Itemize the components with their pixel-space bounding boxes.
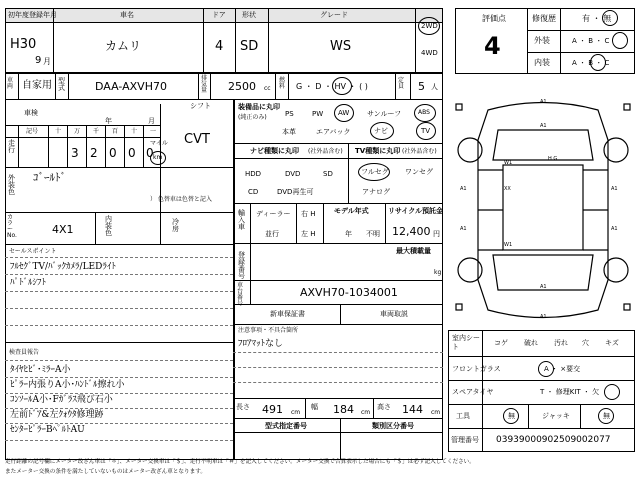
tv-type-sub: (社外品含む)	[402, 148, 437, 155]
score-label: 評価点	[482, 14, 506, 23]
svg-text:A1: A1	[460, 186, 467, 192]
model-code: DAA-AXVH70	[95, 80, 167, 93]
odo-digit-4: 0	[128, 146, 136, 160]
digit-label-sen: 千	[93, 128, 100, 135]
navi-dvd-play: DVD再生可	[277, 188, 314, 196]
chassis-value: AXVH70-1034001	[300, 286, 398, 299]
height-value: 144	[402, 403, 423, 416]
drive-2wd: 2WD	[421, 22, 438, 30]
tv-fullseg: フルセグ	[361, 168, 389, 176]
displacement-unit: cc	[264, 85, 271, 92]
color-no-label: カラーNo.	[7, 214, 17, 239]
equip-ps: PS	[285, 110, 294, 118]
mgmt-label: 管理番号	[451, 436, 479, 444]
recycle-unit: 円	[433, 230, 440, 238]
repair-label: 修復歴	[532, 14, 556, 23]
first-reg-label: 初年度登録年月	[8, 11, 57, 19]
width-unit: cm	[361, 409, 371, 416]
notes-label: 注意事項・不具合箇所	[238, 327, 299, 334]
width-value: 184	[333, 403, 354, 416]
shape-value: SD	[240, 39, 259, 54]
front-glass-options: A ・ ×要交	[544, 365, 581, 373]
interior-color-label: 内装色	[105, 215, 112, 237]
length-label: 長さ	[236, 403, 250, 411]
model-year-unknown: 不明	[366, 230, 380, 238]
era-year: H30	[10, 37, 37, 52]
type-cert-label: 型式指定番号	[265, 422, 307, 430]
seat-label: 室内シート	[452, 334, 480, 351]
jack-value: 無	[603, 412, 610, 420]
svg-text:A1: A1	[460, 226, 467, 232]
tools-value: 無	[508, 412, 515, 420]
model-year-label: モデル年式	[334, 207, 369, 215]
recycle-label: リサイクル預託金	[388, 207, 444, 215]
odo-digit-1: 3	[71, 146, 79, 160]
inspector-note-1: ﾀｲﾔﾋﾋﾞ･ﾐﾗｰA小	[10, 365, 71, 375]
sales-point-1: ﾌﾙｾｸﾞTV/ﾊﾞｯｸｶﾒﾗ/LEDﾗｲﾄ	[10, 262, 116, 272]
model-name-label: 車名	[120, 11, 134, 19]
shape-label: 形状	[242, 11, 256, 19]
spare-missing-circle	[604, 384, 620, 400]
exterior-color: ｺﾞｰﾙﾄﾞ	[33, 171, 66, 184]
shift-label: シフト	[190, 102, 211, 110]
seat-tear: 破れ	[524, 339, 538, 347]
recycle-value: 12,400	[392, 225, 431, 238]
max-load-label: 最大積載量	[396, 247, 431, 255]
front-glass-label: フロントガラス	[452, 365, 501, 373]
repair-options: 有 ・ 無	[582, 14, 612, 23]
digit-label-sign: 記号	[26, 128, 39, 135]
fuel-hv-circle	[332, 77, 352, 95]
chassis-label: 車台番	[237, 282, 244, 301]
inspection-month-unit: 月	[148, 117, 155, 125]
tools-none-circle	[503, 408, 519, 424]
usage-value: 自家用	[22, 80, 52, 91]
color-no-value: 4X1	[52, 223, 74, 236]
footer-line-2: またメーター交換の条件を満たしていないものはメーター改ざん車となります。	[5, 469, 206, 475]
navi-type-sub: (社外品含む)	[308, 148, 343, 155]
interior-grade-label: 内装	[534, 58, 550, 67]
fuel-options: G ・ D ・ HV ・ ( )	[296, 82, 368, 91]
length-value: 491	[262, 403, 283, 416]
shift-value: CVT	[184, 132, 210, 147]
equip-navi: ナビ	[374, 127, 388, 135]
exterior-label: 外装色	[8, 174, 15, 196]
grade-value: WS	[330, 39, 352, 54]
navi-cd: CD	[248, 188, 259, 196]
reg-month-unit: 月	[43, 57, 51, 66]
fuel-label: 燃料	[279, 77, 286, 90]
km-label: km	[153, 154, 163, 161]
interior-grade-options: A ・ B ・ C	[572, 59, 610, 67]
equipment-label: 装備品に丸印	[238, 103, 280, 111]
equipment-sublabel: (純正のみ)	[238, 114, 267, 121]
exterior-grade-circle	[612, 32, 628, 49]
reg-month: 9	[35, 55, 42, 66]
capacity-unit: 人	[431, 83, 438, 91]
svg-text:H G: H G	[548, 156, 558, 162]
svg-text:A1: A1	[611, 186, 618, 192]
interior-grade-circle	[590, 54, 606, 71]
reg-no-label: 登録番号	[238, 251, 245, 280]
warranty-doc: 新車保証書	[270, 310, 305, 318]
jack-label: ジャッキ	[542, 412, 570, 420]
displacement-label: 排気量	[201, 75, 208, 94]
sales-points-label: セールスポイント	[9, 248, 57, 255]
inspector-note-3: ｺﾝｿｰﾙA小･Fｶﾞﾗｽ飛び石小	[10, 395, 113, 405]
equip-tv: TV	[421, 127, 431, 135]
inspection-label: 車検	[24, 109, 38, 117]
odo-digit-5: 0	[146, 146, 154, 160]
inspector-note-4: 左前ﾄﾞｱ&左ｸｫｳﾀ修理跡	[10, 410, 104, 420]
usage-label: 車両	[7, 77, 14, 90]
exterior-grade-options: A ・ B ・ C	[572, 37, 610, 45]
seat-dirt: 汚れ	[554, 339, 568, 347]
mile-label: マイル	[150, 140, 168, 147]
navi-hdd: HDD	[245, 170, 262, 178]
spare-options: T ・ 修理KIT ・ 欠	[540, 388, 600, 396]
digit-label-juu: 十	[131, 128, 138, 135]
navi-dvd: DVD	[285, 170, 301, 178]
width-label: 幅	[311, 403, 318, 411]
digit-label-man: 万	[74, 128, 81, 135]
inspector-note-2: ﾋﾟﾗｰ内張りA小･ﾊﾝﾄﾞﾙ擦れ小	[10, 380, 125, 390]
grade-label: グレード	[320, 11, 348, 19]
svg-text:A1: A1	[540, 314, 547, 320]
model-year-year: 年	[345, 230, 352, 238]
displacement-value: 2500	[228, 80, 256, 93]
seat-hole: 穴	[582, 339, 589, 347]
manual-doc: 車両取説	[380, 310, 408, 318]
svg-text:W1: W1	[504, 242, 513, 248]
equip-aw: AW	[338, 109, 350, 117]
class-label: 類別区分番号	[372, 422, 414, 430]
tools-label: 工具	[456, 412, 470, 420]
mileage-label: 走行	[8, 139, 15, 154]
inspection-year-unit: 年	[105, 117, 112, 125]
front-glass-a-circle	[538, 361, 554, 377]
digit-label-hyaku: 百	[112, 128, 119, 135]
jack-none-circle	[598, 408, 614, 424]
height-label: 高さ	[377, 403, 391, 411]
svg-text:A1: A1	[540, 284, 547, 290]
import-left: 左 H	[301, 230, 316, 238]
tv-analog: アナログ	[362, 188, 390, 196]
car-damage-diagram	[448, 90, 638, 330]
svg-text:A1: A1	[611, 226, 618, 232]
digit-label-ichi: 一	[150, 128, 157, 135]
inspector-notes-label: 検査員報告	[9, 349, 40, 356]
max-load-unit: kg	[434, 269, 442, 276]
navi-sd: SD	[323, 170, 333, 178]
svg-text:A1: A1	[540, 99, 547, 105]
odo-digit-3: 0	[109, 146, 117, 160]
score-value: 4	[484, 32, 501, 60]
mgmt-value: 03939000902509002077	[496, 435, 611, 445]
exterior-color-note: ） 色替車は色替と記入	[150, 196, 212, 203]
notes-value: ﾌﾛｱﾏｯﾄなし	[238, 339, 284, 349]
capacity-label: 定員	[398, 77, 405, 90]
spare-label: スペアタイヤ	[452, 388, 494, 396]
doors-label: ドア	[212, 11, 226, 19]
odo-digit-2: 2	[90, 146, 98, 160]
navi-type-label: ナビ種類に丸印	[250, 147, 299, 155]
equip-leather: 本革	[282, 128, 296, 136]
sales-point-2: ﾊﾟﾄﾞﾙｼﾌﾄ	[10, 278, 47, 288]
type-label: 型式	[58, 77, 65, 92]
length-unit: cm	[291, 409, 301, 416]
doors-value: 4	[215, 39, 224, 54]
svg-text:W1: W1	[504, 160, 513, 166]
footer-line-1: 走行距離の記号欄にメーター改ざん車は「＊」、メーター交換車は「＄」、走行不明車は「＃」を記入してください。メーター交換で合算表示した場合にも「＄」は必ず記入してください。	[5, 459, 475, 465]
equip-airbag: エアバック	[316, 128, 351, 136]
capacity-value: 5	[418, 80, 425, 93]
digit-label-10man: 十	[55, 128, 62, 135]
ac-label: 冷房	[172, 218, 179, 233]
drive-4wd: 4WD	[421, 49, 438, 57]
height-unit: cm	[431, 409, 441, 416]
import-parallel: 並行	[265, 230, 279, 238]
import-label: 輸入車	[238, 209, 245, 231]
import-right: 右 H	[301, 210, 316, 218]
svg-text:XX: XX	[504, 186, 511, 192]
tv-type-label: TV種類に丸印	[355, 147, 401, 155]
import-dealer: ディーラー	[256, 210, 291, 218]
repair-none-circle	[602, 10, 618, 26]
equip-sunroof: サンルーフ	[367, 110, 402, 118]
equip-pw: PW	[312, 110, 324, 118]
svg-text:A1: A1	[540, 123, 547, 129]
exterior-grade-label: 外装	[534, 36, 550, 45]
seat-burn: コゲ	[494, 339, 508, 347]
model-name: カムリ	[105, 39, 142, 53]
seat-scratch: キズ	[605, 339, 619, 347]
equip-abs: ABS	[418, 109, 430, 116]
tv-oneseg: ワンセグ	[405, 168, 433, 176]
inspector-note-5: ｾﾝﾀｰﾋﾟﾗｰBﾍﾟﾙﾄAU	[10, 425, 85, 435]
